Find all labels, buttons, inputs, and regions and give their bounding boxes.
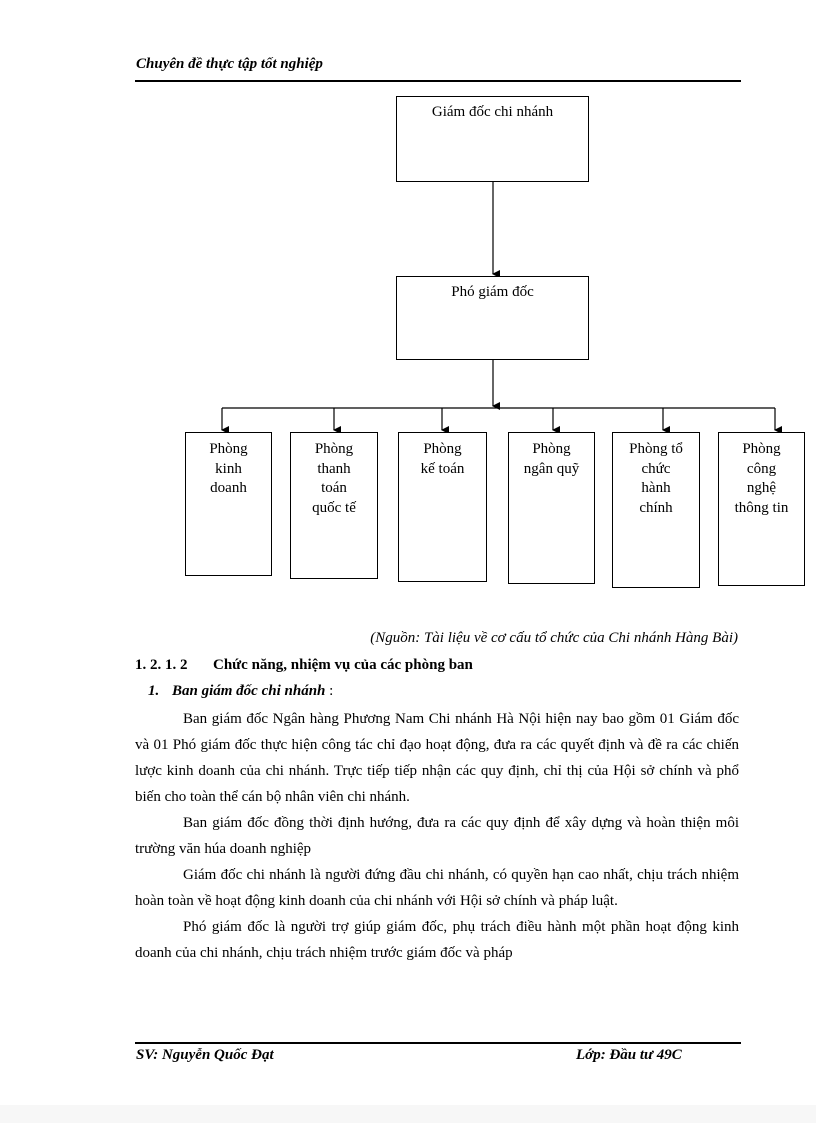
org-box-director-label: Giám đốc chi nhánh — [431, 104, 554, 120]
dept-label-line: toán — [321, 480, 347, 496]
dept-label-line: chính — [639, 499, 673, 516]
dept-label-line: hành — [641, 480, 671, 496]
org-box-deputy — [396, 276, 589, 360]
page-bottom-edge — [0, 1105, 816, 1123]
section-title: Chức năng, nhiệm vụ của các phòng ban — [213, 657, 473, 673]
dept-label-line: doanh — [210, 480, 247, 496]
section-number: 1. 2. 1. 2 — [135, 657, 188, 673]
org-box-director — [396, 96, 589, 182]
dept-label-line: Phòng — [742, 441, 781, 457]
dept-label-line: nghệ — [746, 480, 777, 496]
subsection-heading — [148, 683, 333, 700]
org-box-dept-hr-admin — [612, 432, 700, 588]
paragraph: Ban giám đốc Ngân hàng Phương Nam Chi nhánh Hà Nội hiện nay bao gồm 01 Giám đốc và 01 Phó giám đốc thực hiện công tác chỉ đạo hoạt động, đưa ra các quyết định và đề ra các chiến lược kinh doanh của chi nhánh. Trực tiếp tiếp nhận các quy định, chỉ thị của Hội sở chính và phổ biến cho toàn thể cán bộ nhân viên chi nhánh. — [135, 711, 739, 805]
org-box-dept-intl-payment — [290, 432, 378, 579]
dept-label-line: Phòng — [314, 441, 354, 457]
dept-label-line: Phòng — [209, 441, 248, 457]
body-text — [135, 706, 739, 966]
footer-class: Lớp: Đầu tư 49C — [576, 1047, 682, 1063]
footer-student: SV: Nguyễn Quốc Đạt — [136, 1047, 274, 1063]
page-header-title: Chuyên đề thực tập tốt nghiệp — [136, 56, 323, 72]
dept-label-line: thanh — [317, 460, 351, 477]
section-heading — [135, 657, 473, 674]
dept-label-line: Phòng — [423, 441, 462, 457]
dept-label-line: Phòng tổ — [629, 441, 683, 457]
paragraph: Ban giám đốc đồng thời định hướng, đưa ra các quy định để xây dựng và hoàn thiện môi trường văn húa doanh nghiệp — [135, 815, 739, 857]
dept-label-line: ngân quỹ — [523, 460, 580, 477]
paragraph: Giám đốc chi nhánh là người đứng đầu chi nhánh, có quyền hạn cao nhất, chịu trách nhiệm hoàn toàn về hoạt động kinh doanh của chi nhánh với Hội sở chính và pháp luật. — [135, 867, 739, 909]
dept-label-line: quốc tế — [312, 499, 356, 516]
dept-label-line: kế toán — [420, 460, 465, 477]
paragraph: Phó giám đốc là người trợ giúp giám đốc, phụ trách điều hành một phần hoạt động kinh doanh của chi nhánh, chịu trách nhiệm trước giám đốc và pháp — [135, 919, 739, 961]
footer-rule — [135, 1042, 741, 1044]
dept-label-line: Phòng — [532, 441, 571, 457]
subsection-title: Ban giám đốc chi nhánh — [172, 683, 326, 699]
subsection-number: 1. — [148, 683, 160, 699]
dept-label-line: chức — [641, 460, 671, 477]
org-box-dept-accounting — [398, 432, 487, 582]
dept-label-line: kinh — [215, 460, 242, 477]
subsection-suffix: : — [325, 683, 334, 699]
org-box-dept-treasury — [508, 432, 595, 584]
source-note: (Nguồn: Tài liệu về cơ cấu tổ chức của Chi nhánh Hàng Bài) — [370, 630, 738, 646]
dept-label-line: thông tin — [734, 499, 789, 516]
dept-label-line: công — [746, 460, 777, 477]
org-box-deputy-label: Phó giám đốc — [451, 284, 534, 300]
org-box-dept-business — [185, 432, 272, 576]
org-box-dept-it — [718, 432, 805, 586]
